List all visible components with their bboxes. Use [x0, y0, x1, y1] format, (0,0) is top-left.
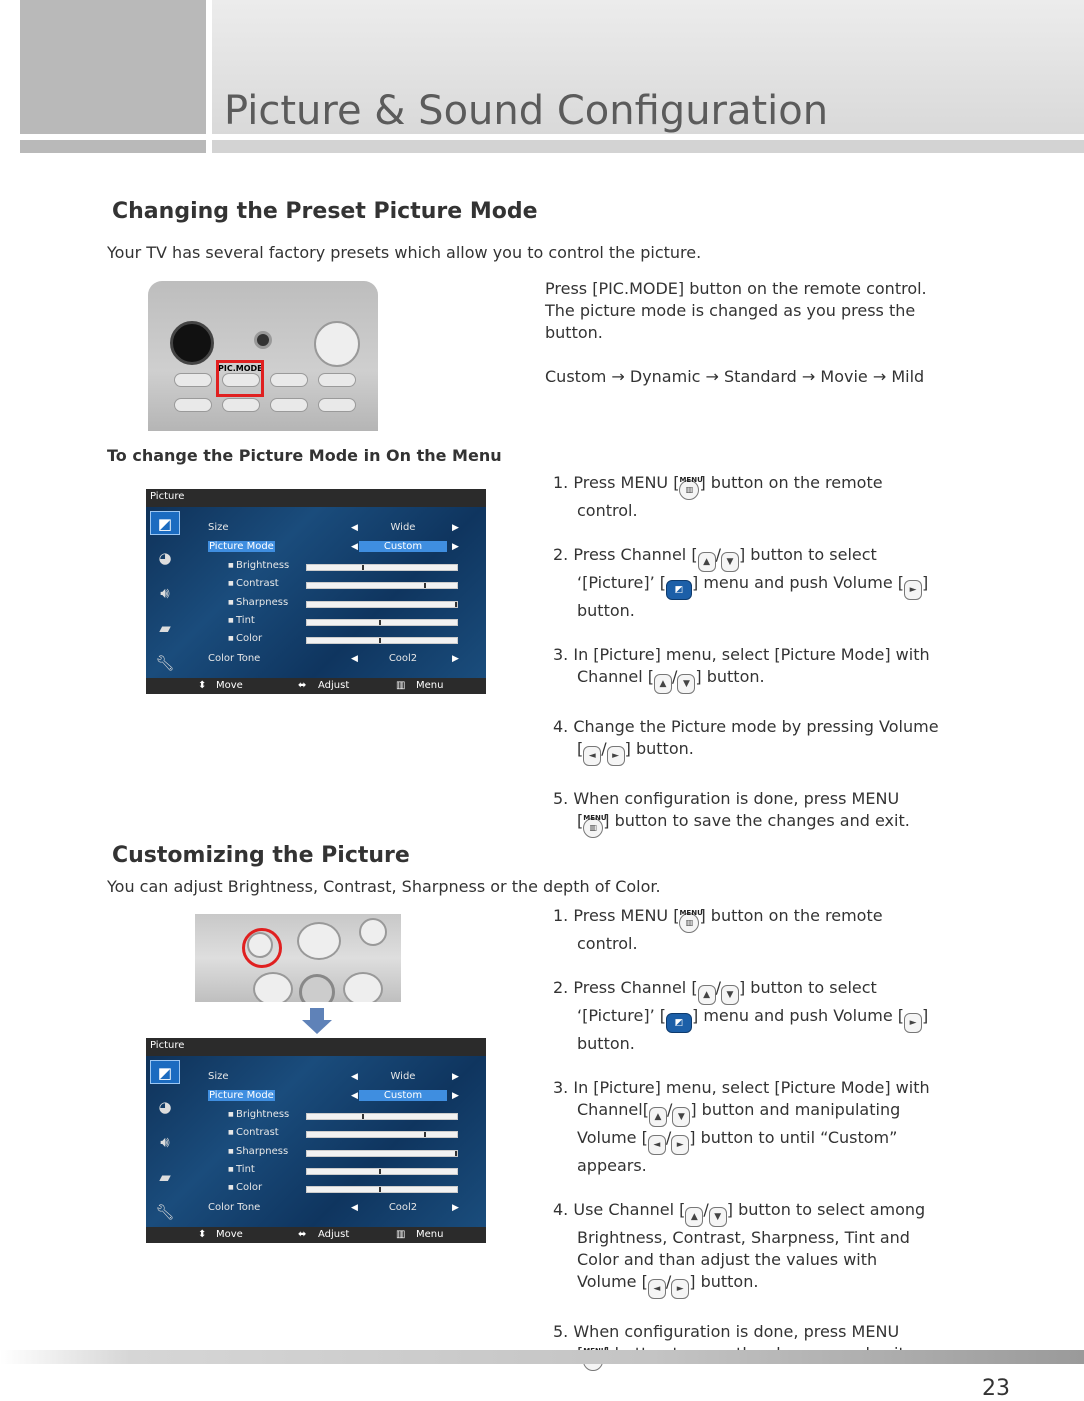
steps-menu	[553, 472, 939, 860]
volume-right-icon: ►	[904, 1013, 922, 1033]
step-3: 3. In [Picture] menu, select [Picture Mode] with Channel[ ▲ / ▼ ] button and manipulating Volume [ ◄ / ► ] button to until “Custom” appears.	[553, 1078, 930, 1175]
volume-right-icon: ►	[671, 1135, 689, 1155]
osd-right-arrow-icon: ▶	[452, 542, 459, 552]
channel-down-icon: ▼	[721, 985, 739, 1005]
right-button-image	[343, 972, 383, 1002]
channel-down-icon: ▼	[721, 552, 739, 572]
osd-value-size: Wide	[390, 1071, 416, 1082]
osd-value-size: Wide	[390, 522, 416, 533]
menu-key-icon: ▥	[396, 1229, 406, 1240]
step-1: 1. Press MENU [MENU ▥ ] button on the remote control.	[553, 472, 939, 522]
screen-menu-icon: ▰	[159, 619, 171, 637]
volume-right-icon: ►	[671, 1279, 689, 1299]
remote-key	[270, 373, 308, 387]
osd-adjust-label: Adjust	[318, 1229, 350, 1240]
osd-value-picture-mode: Custom	[359, 1090, 447, 1101]
osd-row-picture-mode: Picture Mode	[209, 541, 274, 552]
remote-key	[318, 398, 356, 412]
osd-right-arrow-icon: ▶	[452, 1203, 459, 1213]
header-gray-bar-left	[20, 140, 206, 153]
move-arrows-icon: ⬍	[198, 680, 207, 691]
channel-up-icon: ▲	[649, 1107, 667, 1127]
osd-title: Picture	[146, 1038, 486, 1056]
osd-right-arrow-icon: ▶	[452, 1091, 459, 1101]
picture-menu-icon: ◩	[666, 580, 692, 600]
osd-level-bar-brightness	[306, 564, 458, 571]
step-5: 5. When configuration is done, press MENU MENU	[553, 1321, 930, 1371]
volume-left-icon: ◄	[648, 1135, 666, 1155]
osd-row-color-tone: Color Tone	[208, 1202, 261, 1213]
osd-picture-menu	[146, 1038, 486, 1243]
remote-key	[318, 373, 356, 387]
pic-mode-label: PIC.MODE	[218, 364, 263, 373]
setup-wrench-icon: 🔧︎	[155, 1203, 175, 1221]
subsection-title-menu: To change the Picture Mode in On the Menu	[107, 446, 502, 465]
osd-row-brightness: ■ Brightness	[236, 560, 289, 571]
round-button-image	[254, 331, 272, 349]
remote-key	[222, 398, 260, 412]
channel-up-icon: ▲	[685, 1207, 703, 1227]
remote-control-photo	[148, 281, 378, 431]
picture-menu-icon: ◩	[666, 1013, 692, 1033]
step-3: 3. In [Picture] menu, select [Picture Mode] with Channel [ ▲ / ▼ ] button.	[553, 644, 939, 694]
menu-key-icon: MENU ▥	[679, 480, 699, 500]
instruction-line: The picture mode is changed as you press the	[545, 301, 916, 320]
osd-sidebar	[150, 511, 186, 686]
remote-key	[270, 398, 308, 412]
adjust-arrows-icon: ⬌	[298, 1229, 307, 1240]
osd-title: Picture	[146, 489, 486, 507]
section-intro-customize: You can adjust Brightness, Contrast, Sharpness or the depth of Color.	[107, 877, 661, 896]
screen-menu-icon: ▰	[159, 1168, 171, 1186]
volume-left-icon: ◄	[583, 746, 601, 766]
power-button-image	[170, 321, 214, 365]
osd-level-bar-sharpness	[306, 1150, 458, 1157]
volume-right-icon: ►	[904, 580, 922, 600]
osd-left-arrow-icon: ◀	[351, 1203, 358, 1213]
header-gray-bar-right	[212, 140, 1084, 153]
sound-menu-icon: ◕	[158, 549, 172, 567]
move-arrows-icon: ⬍	[198, 1229, 207, 1240]
osd-row-contrast: ■ Contrast	[236, 1127, 279, 1138]
osd-left-arrow-icon: ◀	[351, 654, 358, 664]
osd-level-bar-brightness	[306, 1113, 458, 1120]
osd-level-bar-color	[306, 637, 458, 644]
volume-right-icon: ►	[607, 746, 625, 766]
section-title-customize: Customizing the Picture	[112, 843, 410, 868]
osd-level-bar-contrast	[306, 1131, 458, 1138]
up-button-image	[297, 922, 341, 960]
picture-menu-icon: ◩	[150, 1060, 180, 1084]
osd-right-arrow-icon: ▶	[452, 1072, 459, 1082]
step-4: 4. Change the Picture mode by pressing Volume [ ◄ / ► ] button.	[553, 716, 939, 766]
left-button-image	[253, 972, 293, 1002]
channel-down-icon: ▼	[672, 1107, 690, 1127]
osd-left-arrow-icon: ◀	[351, 523, 358, 533]
osd-row-sharpness: ■ Sharpness	[236, 597, 288, 608]
osd-menu-label: Menu	[416, 680, 444, 691]
osd-row-tint: ■ Tint	[236, 1164, 255, 1175]
osd-row-size: Size	[208, 1071, 229, 1082]
step-2: 2. Press Channel [ ▲ / ▼ ] button to select ‘[Picture]’ [ ◩ ] menu and push Volume [ ► ] button.	[553, 545, 929, 620]
remote-control-navigation-photo	[195, 914, 401, 1002]
adjust-arrows-icon: ⬌	[298, 680, 307, 691]
instruction-line: Press [PIC.MODE] button on the remote control.	[545, 279, 927, 298]
osd-row-picture-mode: Picture Mode	[209, 1090, 274, 1101]
osd-row-sharpness: ■ Sharpness	[236, 1146, 288, 1157]
osd-row-color-tone: Color Tone	[208, 653, 261, 664]
osd-row-color: ■ Color	[236, 633, 262, 644]
pic-mode-highlight-box	[216, 360, 264, 397]
osd-row-tint: ■ Tint	[236, 615, 255, 626]
osd-move-label: Move	[216, 1229, 243, 1240]
section-intro-preset: Your TV has several factory presets which allow you to control the picture.	[107, 243, 702, 262]
osd-row-contrast: ■ Contrast	[236, 578, 279, 589]
footer-bar	[0, 1350, 1084, 1364]
osd-left-arrow-icon: ◀	[351, 542, 358, 552]
osd-row-brightness: ■ Brightness	[236, 1109, 289, 1120]
osd-row-color: ■ Color	[236, 1182, 262, 1193]
speaker-icon: 🔊︎	[160, 584, 170, 602]
menu-key-icon: MENU ▥	[679, 913, 699, 933]
pic-mode-instructions	[545, 278, 927, 388]
channel-up-icon: ▲	[698, 552, 716, 572]
osd-level-bar-tint	[306, 619, 458, 626]
enter-button-image	[299, 974, 335, 1002]
picture-menu-icon: ◩	[150, 511, 180, 535]
section-title-preset: Changing the Preset Picture Mode	[112, 199, 538, 224]
remote-key	[174, 373, 212, 387]
osd-left-arrow-icon: ◀	[351, 1072, 358, 1082]
page-title: Picture & Sound Configuration	[224, 88, 829, 134]
osd-value-picture-mode: Custom	[359, 541, 447, 552]
instruction-line: button.	[545, 323, 603, 342]
osd-row-size: Size	[208, 522, 229, 533]
exit-button-image	[359, 918, 387, 946]
osd-level-bar-contrast	[306, 582, 458, 589]
osd-value-color-tone: Cool2	[388, 653, 418, 664]
menu-key-icon: ▥	[396, 680, 406, 691]
menu-key-icon: MENU ▥	[583, 818, 603, 838]
channel-up-icon: ▲	[698, 985, 716, 1005]
menu-button-highlight-circle	[242, 928, 282, 968]
osd-level-bar-color	[306, 1186, 458, 1193]
osd-level-bar-sharpness	[306, 601, 458, 608]
osd-right-arrow-icon: ▶	[452, 654, 459, 664]
setup-wrench-icon: 🔧︎	[155, 654, 175, 672]
down-arrow-icon	[302, 1008, 332, 1034]
sound-menu-icon: ◕	[158, 1098, 172, 1116]
speaker-icon: 🔊︎	[160, 1133, 170, 1151]
step-2: 2. Press Channel [ ▲ / ▼ ] button to select ‘[Picture]’ [ ◩ ] menu and push Volume [ ► ] button.	[553, 978, 929, 1053]
channel-up-icon: ▲	[654, 674, 672, 694]
osd-level-bar-tint	[306, 1168, 458, 1175]
osd-sidebar	[150, 1060, 186, 1235]
osd-right-arrow-icon: ▶	[452, 523, 459, 533]
step-4: 4. Use Channel [ ▲ / ▼ ] button to select among Brightness, Contrast, Sharpness, Tint and Color and than adjust the values with Volume [ ◄ / ► ] button.	[553, 1199, 930, 1299]
step-5: 5. When configuration is done, press MENU [MENU ▥ ] button to save the changes and exit.	[553, 788, 939, 838]
osd-move-label: Move	[216, 680, 243, 691]
picture-mode-sequence: Custom → Dynamic → Standard → Movie → Mild	[545, 367, 925, 386]
osd-value-color-tone: Cool2	[388, 1202, 418, 1213]
channel-down-icon: ▼	[677, 674, 695, 694]
step-1: 1. Press MENU [MENU ▥ ] button on the remote control.	[553, 905, 930, 955]
volume-left-icon: ◄	[648, 1279, 666, 1299]
remote-key	[174, 398, 212, 412]
osd-left-arrow-icon: ◀	[351, 1091, 358, 1101]
osd-adjust-label: Adjust	[318, 680, 350, 691]
page-number: 23	[982, 1376, 1010, 1401]
mute-button-image	[314, 321, 360, 367]
osd-picture-menu	[146, 489, 486, 694]
steps-customize	[553, 905, 930, 1393]
header-gray-block	[20, 0, 206, 134]
osd-footer	[146, 1227, 486, 1243]
osd-menu-label: Menu	[416, 1229, 444, 1240]
channel-down-icon: ▼	[709, 1207, 727, 1227]
osd-footer	[146, 678, 486, 694]
